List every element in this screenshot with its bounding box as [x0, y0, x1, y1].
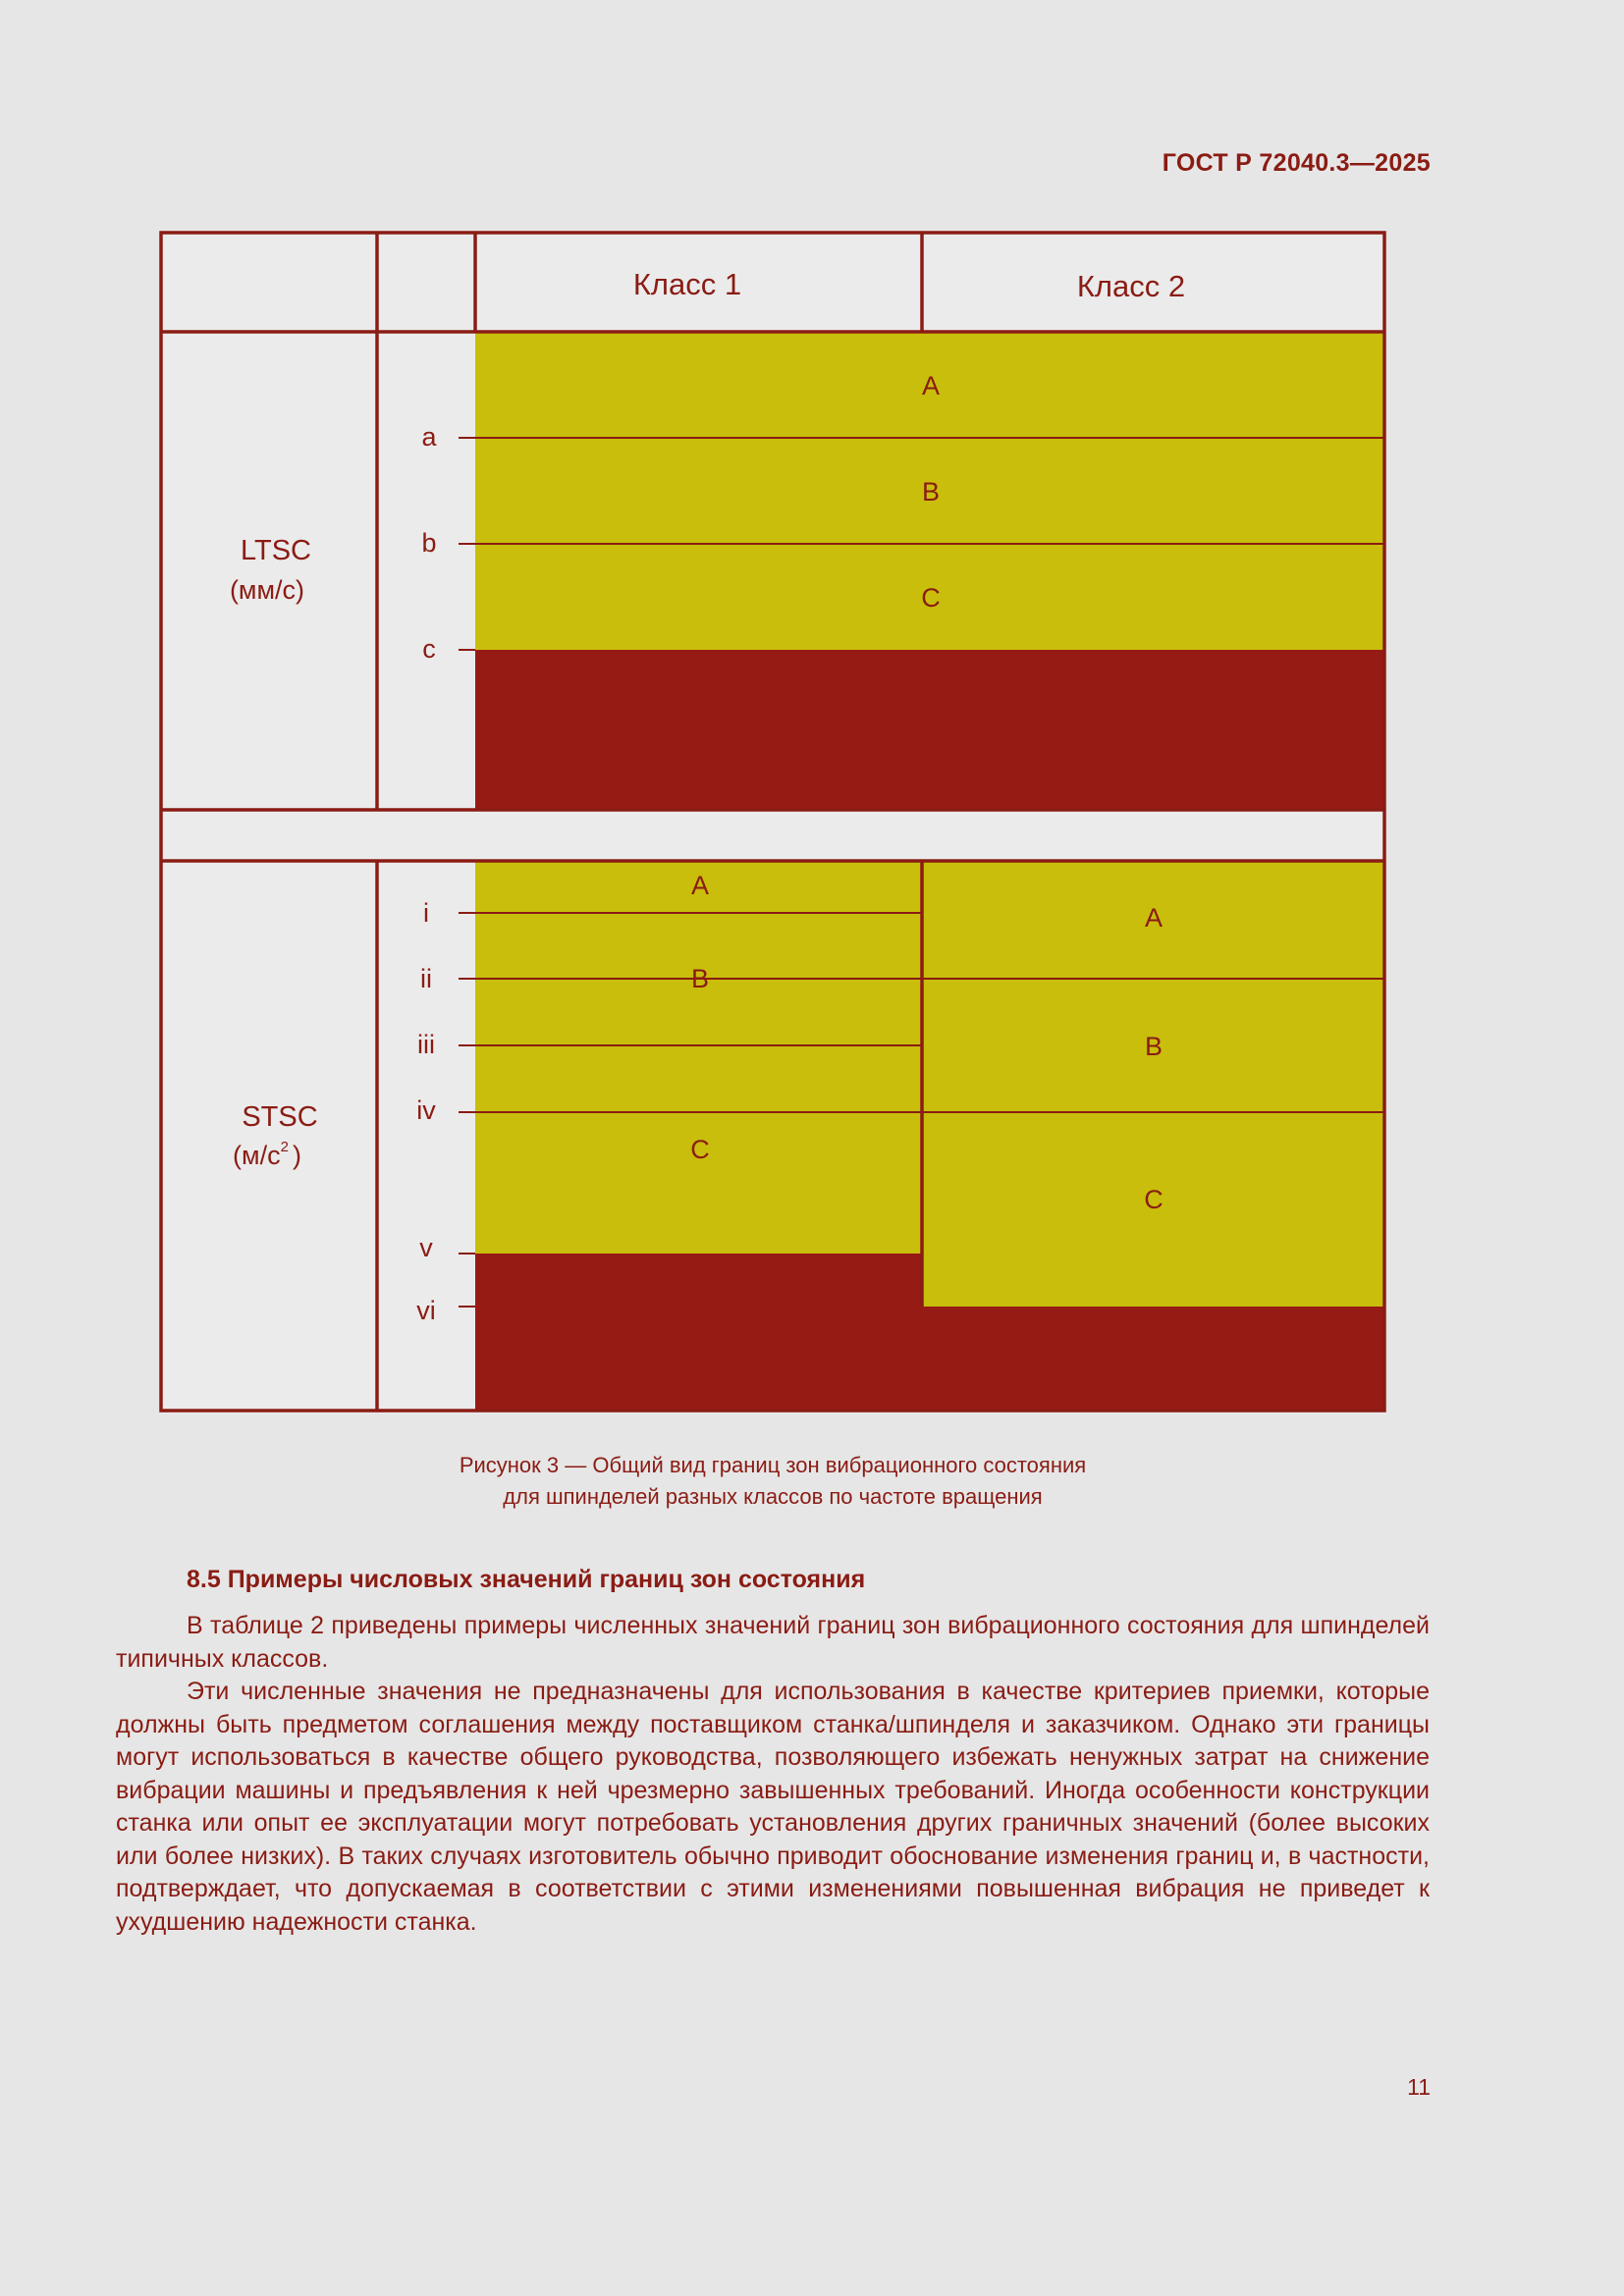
stsc-limit-vi: vi [416, 1296, 436, 1325]
stsc-limit-i: i [423, 898, 429, 928]
section-body [116, 1610, 1430, 1939]
stsc-limit-ii: ii [420, 964, 432, 993]
stsc-class1-zone-b-label: B [690, 964, 710, 993]
ltsc-limit-c: c [422, 634, 436, 664]
ltsc-limit-a: a [421, 422, 437, 452]
stsc-class1-zone-d [475, 1254, 922, 1411]
stsc-class1-zone-a-label: A [690, 871, 710, 900]
stsc-class2-zone-d [922, 1307, 1384, 1411]
stsc-class2-zone-a-label: A [1144, 903, 1164, 933]
section-heading: 8.5 Примеры числовых значений границ зон состояния [187, 1566, 866, 1593]
class2-header: Класс 2 [1076, 269, 1186, 303]
ltsc-zone-d [475, 650, 1384, 810]
ltsc-zone-a-label: A [921, 371, 941, 400]
paragraph-2: Эти численные значения не предназначены для использования в качестве критериев приемки, которые должны быть предметом соглашения между поставщиком станка/шпинделя и заказчиком. Однако эти границы могут использоваться в качестве общего руководства, позволяющего избежать ненужных затрат на снижение вибрации машины и предъявления к ней чрезмерно завышенных требований. Иногда особенности конструкции станка или опыт ее эксплуатации могут потребовать установления других граничных значений (более высоких или более низких). В таких случаях изготовитель обычно приводит обоснование изменения границ и, в частности, подтверждает, что допускаемая в соответствии с этими изменениями повышенная вибрация не приведет к ухудшению надежности станка. [116, 1678, 1430, 1936]
stsc-limit-iii: iii [417, 1030, 435, 1059]
ltsc-zone-c-label: C [921, 583, 941, 613]
page-number: 11 [1407, 2074, 1431, 2100]
figure-caption [159, 1450, 1386, 1513]
stsc-class1-zone-abc [475, 861, 922, 1254]
ltsc-zone-b-label: B [921, 477, 941, 507]
stsc-class2-zone-b-label: B [1144, 1032, 1164, 1061]
stsc-label: STSC [242, 1101, 318, 1133]
caption-line-1: Рисунок 3 — Общий вид границ зон вибрационного состояния [459, 1453, 1087, 1477]
class1-header: Класс 1 [632, 267, 742, 301]
stsc-limit-v: v [419, 1233, 433, 1262]
stsc-limit-iv: iv [416, 1095, 436, 1125]
stsc-class1-zone-c-label: C [690, 1135, 710, 1164]
stsc-class2-zone-c-label: C [1144, 1185, 1164, 1214]
ltsc-limit-b: b [421, 528, 437, 558]
paragraph-1: В таблице 2 приведены примеры численных значений границ зон вибрационного состояния для шпинделей типичных классов. [116, 1612, 1430, 1673]
zone-boundaries-figure [159, 230, 1386, 1414]
stsc-unit: ($м/с^2$ ) [233, 1139, 301, 1170]
document-designation: ГОСТ Р 72040.3—2025 [1162, 149, 1431, 177]
caption-line-2: для шпинделей разных классов по частоте вращения [503, 1484, 1043, 1509]
ltsc-unit: (мм/с) [229, 575, 305, 605]
ltsc-label: LTSC [241, 535, 311, 566]
